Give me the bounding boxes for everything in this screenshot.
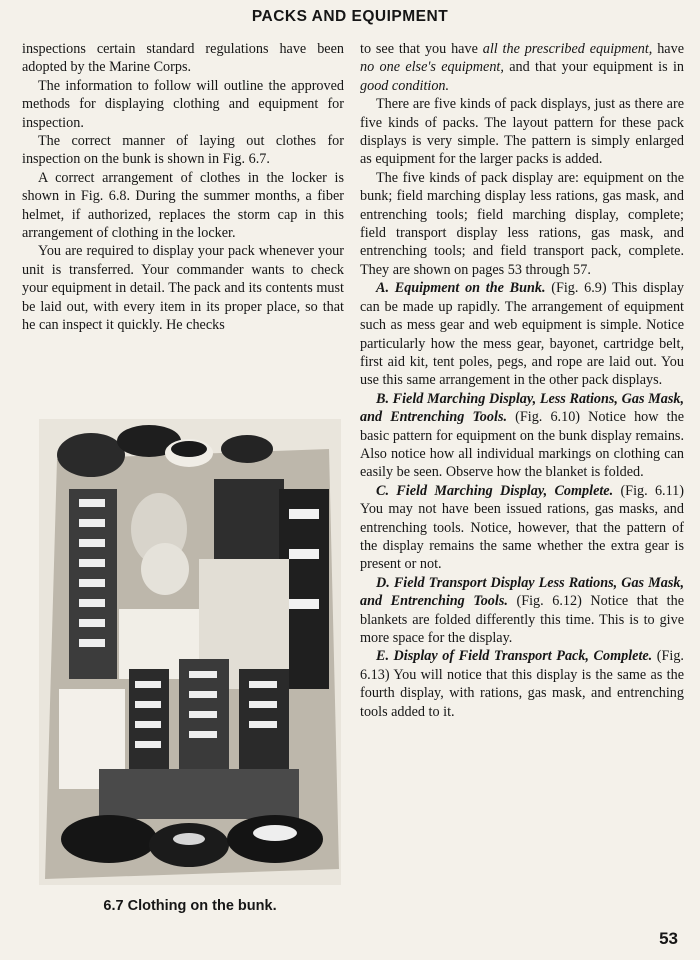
left-paragraph-3: The correct manner of laying out clothes for inspection on the bunk is shown in Fig. 6.7. [22,133,344,168]
right-paragraph-2: There are five kinds of pack displays, just as there are five kinds of packs. The layout pattern for these pack displays is very simple. The pattern is simply enlarged as equipment for the larger packs is added. [360,96,684,168]
section-d: D. Field Transport Display Less Rations, Gas Mask, and Entrenching Tools. (Fig. 6.12) Notice that the blankets are folded differently this time. This is to give more space for the display. [360,574,684,646]
figure-caption: 6.7 Clothing on the bunk. [103,898,277,914]
left-column [22,40,344,335]
section-a: A. Equipment on the Bunk. (Fig. 6.9) This display can be made up rapidly. The arrangement of equipment such as mess gear and web equipment is simple. Notice particularly how the mess gear, bayonet, cartridge belt, first aid kit, tent poles, pegs, and rope are laid out. You use this same arrangement in the other pack displays. [360,280,685,389]
left-paragraph-5: You are required to display your pack whenever your unit is transferred. Your commander wants to check your equipment in detail. The pack and its contents must be laid out, with every item in its proper place, so that he can inspect it quickly. He checks [22,243,344,334]
clothing-on-bunk-photo [39,419,341,885]
page-number: 53 [659,929,678,948]
right-paragraph-1: to see that you have all the prescribed equipment, have no one else's equipment, and that your equipment is in good condition. [360,41,684,94]
left-paragraph-1: inspections certain standard regulations have been adopted by the Marine Corps. [22,41,344,76]
page-header: PACKS AND EQUIPMENT [251,8,449,25]
section-b-heading: B. Field Marching Display, Less Rations, Gas Mask, and Entrenching Tools. [360,390,684,426]
section-c: C. Field Marching Display, Complete. (Fig. 6.11) You may not have been issued rations, gas masks, and entrenching tools. Notice, however, that the pattern of the display remains the same whether the extra gear is present or not. [360,482,684,573]
section-c-heading: C. Field Marching Display, Complete. [376,482,614,499]
left-paragraph-2: The information to follow will outline the approved methods for displaying clothing and equipment for inspection. [22,77,344,131]
section-b: B. Field Marching Display, Less Rations, Gas Mask, and Entrenching Tools. (Fig. 6.10) Notice how the basic pattern for equipment on the bunk display remains. Also notice how all individual markings on clothing can easily be seen. Observe how the blanket is folded. [360,390,684,481]
section-d-heading: D. Field Transport Display Less Rations, Gas Mask, and Entrenching Tools. [360,574,684,610]
section-e-heading: E. Display of Field Transport Pack, Complete. [376,648,653,665]
section-e: E. Display of Field Transport Pack, Complete. (Fig. 6.13) You will notice that this display is the same as the fourth display, with rations, gas mask, and entrenching tools added to it. [360,648,684,720]
left-paragraph-4: A correct arrangement of clothes in the locker is shown in Fig. 6.8. During the summer months, a fiber helmet, if authorized, replaces the storm cap in this arrangement of clothing in the locker. [22,169,344,242]
right-paragraph-3: The five kinds of pack display are: equipment on the bunk; field marching display less rations, gas mask, and entrenching tools; field marching display, complete; field transport display less rations, gas mask, and entrenching tools; and field transport pack, complete. They are shown on pages 53 through 57. [360,169,684,278]
section-a-heading: A. Equipment on the Bunk. [376,280,546,297]
right-column [360,40,684,721]
